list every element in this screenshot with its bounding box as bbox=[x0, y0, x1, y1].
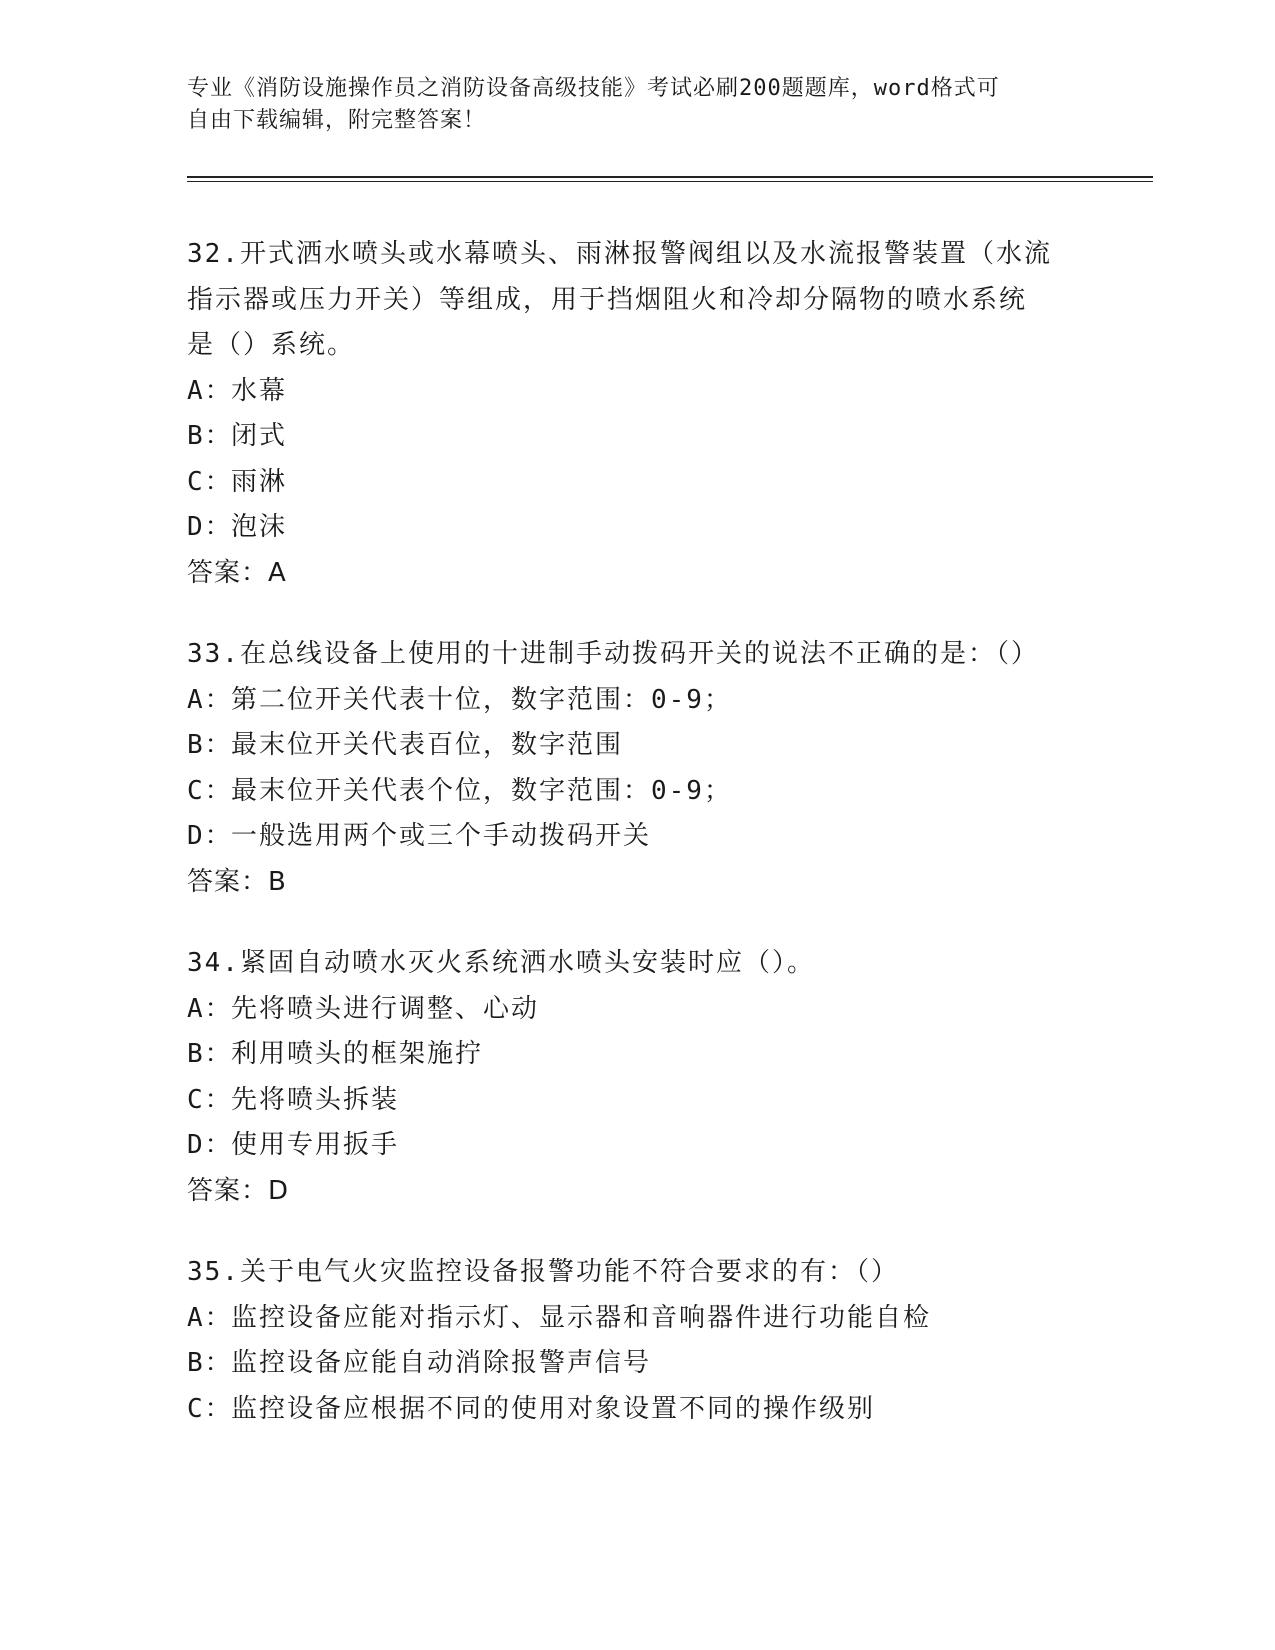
option-text: 闭式 bbox=[231, 421, 288, 451]
question-list bbox=[187, 232, 1087, 1468]
option-letter: A： bbox=[187, 375, 233, 406]
option-text: 先将喷头拆装 bbox=[231, 1084, 400, 1115]
header-divider bbox=[187, 176, 1153, 182]
option-letter: C： bbox=[187, 775, 233, 806]
option-d bbox=[187, 814, 1087, 860]
option-c bbox=[187, 460, 1087, 506]
option-letter: B： bbox=[187, 1039, 233, 1069]
answer: 答案：D bbox=[187, 1175, 290, 1206]
option-text: 第二位开关代表十位，数字范围：0-9； bbox=[231, 684, 732, 715]
option-letter: B： bbox=[187, 730, 233, 760]
option-letter: D： bbox=[187, 512, 233, 542]
question-stem: 35.关于电气火灾监控设备报警功能不符合要求的有：（） bbox=[187, 1257, 899, 1287]
option-text: 监控设备应能自动消除报警声信号 bbox=[231, 1348, 652, 1378]
option-text: 监控设备应根据不同的使用对象设置不同的操作级别 bbox=[231, 1393, 876, 1424]
option-text: 先将喷头进行调整、心动 bbox=[231, 993, 540, 1024]
option-text: 监控设备应能对指示灯、显示器和音响器件进行功能自检 bbox=[231, 1302, 932, 1333]
option-text: 泡沫 bbox=[231, 512, 288, 542]
option-a bbox=[187, 678, 1087, 724]
question-34 bbox=[187, 941, 1087, 1214]
option-text: 水幕 bbox=[231, 375, 288, 406]
option-b bbox=[187, 723, 1087, 769]
question-stem: 33.在总线设备上使用的十进制手动拨码开关的说法不正确的是：（） bbox=[187, 639, 1039, 669]
question-stem: 34.紧固自动喷水灭火系统洒水喷头安装时应（）。 bbox=[187, 948, 815, 978]
option-letter: C： bbox=[187, 1084, 233, 1115]
option-text: 雨淋 bbox=[231, 466, 288, 497]
option-letter: C： bbox=[187, 466, 233, 497]
option-c bbox=[187, 1387, 1087, 1433]
option-d bbox=[187, 505, 1087, 551]
question-33 bbox=[187, 632, 1087, 905]
option-text: 一般选用两个或三个手动拨码开关 bbox=[231, 821, 652, 851]
option-d bbox=[187, 1123, 1087, 1169]
option-c bbox=[187, 769, 1087, 815]
option-b bbox=[187, 1032, 1087, 1078]
question-35 bbox=[187, 1250, 1087, 1432]
document-header bbox=[187, 73, 1067, 137]
question-stem: 32.开式洒水喷头或水幕喷头、雨淋报警阀组以及水流报警装置（水流指示器或压力开关）等组成，用于挡烟阻火和冷却分隔物的喷水系统是（）系统。 bbox=[187, 239, 1052, 360]
question-32 bbox=[187, 232, 1087, 596]
option-a bbox=[187, 1296, 1087, 1342]
header-line-2: 自由下载编辑，附完整答案！ bbox=[187, 108, 487, 133]
option-text: 使用专用扳手 bbox=[231, 1130, 400, 1160]
option-letter: C： bbox=[187, 1393, 233, 1424]
option-letter: B： bbox=[187, 421, 233, 451]
option-letter: A： bbox=[187, 684, 233, 715]
option-letter: D： bbox=[187, 821, 233, 851]
header-line-1: 专业《消防设施操作员之消防设备高级技能》考试必刷200题题库，word格式可 bbox=[187, 76, 1000, 101]
option-letter: B： bbox=[187, 1348, 233, 1378]
option-text: 最末位开关代表个位，数字范围：0-9； bbox=[231, 775, 732, 806]
option-b bbox=[187, 414, 1087, 460]
option-letter: A： bbox=[187, 1302, 233, 1333]
answer: 答案：B bbox=[187, 866, 287, 897]
option-letter: A： bbox=[187, 993, 233, 1024]
option-a bbox=[187, 369, 1087, 415]
option-c bbox=[187, 1078, 1087, 1124]
answer: 答案：A bbox=[187, 557, 287, 588]
option-letter: D： bbox=[187, 1130, 233, 1160]
option-text: 利用喷头的框架施拧 bbox=[231, 1039, 484, 1069]
option-b bbox=[187, 1341, 1087, 1387]
option-a bbox=[187, 987, 1087, 1033]
option-text: 最末位开关代表百位，数字范围 bbox=[231, 730, 624, 760]
